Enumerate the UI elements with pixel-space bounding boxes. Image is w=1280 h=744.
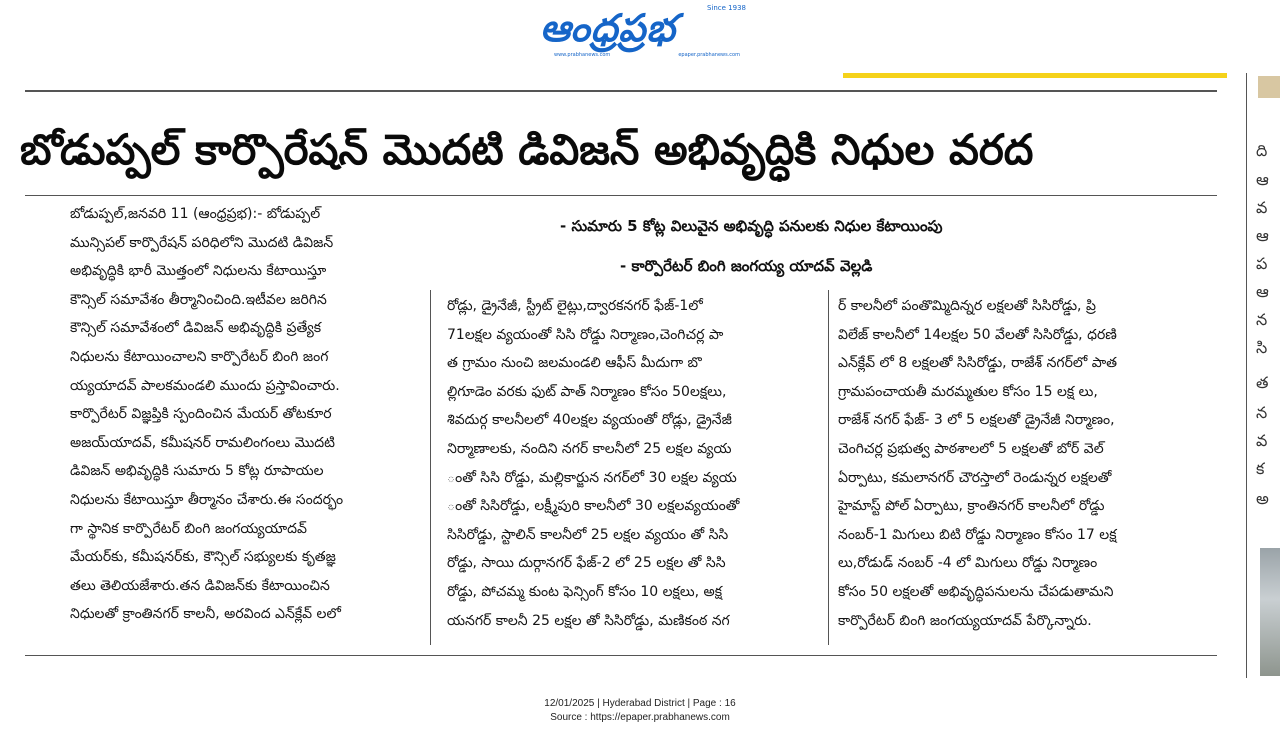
- headline: బోడుప్పల్ కార్పొరేషన్ మొదటి డివిజన్ అభివృద్ధికి నిధుల వరద: [20, 125, 1034, 174]
- strip-glyph: అ: [1256, 489, 1269, 508]
- col2-line: రోడ్డు, పోచమ్మ కుంట ఫెన్సింగ్ కోసం 10 లక్షలు, అక్ష: [447, 583, 723, 600]
- column-divider-2: [828, 290, 829, 645]
- article-column-2: [447, 292, 822, 635]
- strip-glyph: న: [1256, 310, 1268, 329]
- col2-line: యనగర్ కాలనీ 25 లక్షల తో సిసిరోడ్డు, మణికంఠ నగ: [447, 612, 730, 629]
- col3-line: ర్ కాలనీలో పంతొమ్మిదిన్నర లక్షలతో సిసిరోడ్డు, ప్రి: [838, 298, 1096, 314]
- newspaper-logo: [540, 6, 750, 58]
- strip-glyph: ఆ: [1256, 170, 1269, 189]
- accent-bar: [843, 73, 1227, 78]
- col1-line: అజయ్‌యాదవ్, కమీషనర్ రామలింగంలు మొదటి: [70, 434, 335, 451]
- col1-line: అభివృద్ధికి భారీ మొత్తంలో నిధులను కేటాయిస్తూ: [70, 263, 327, 280]
- col2-line: ంతో సిసి రోడ్డు, మల్లికార్జున నగర్‌లో 30 లక్షల వ్యయ: [447, 469, 737, 486]
- footer-source: Source : https://epaper.prabhanews.com: [550, 712, 730, 723]
- col1-line: గా స్థానిక కార్పొరేటర్ బింగి జంగయ్యయాదవ్: [70, 520, 307, 537]
- col1-line: కౌన్సిల్ సమావేశంలో డివిజన్ అభివృద్ధికి ప్రత్యేక: [70, 320, 322, 337]
- col1-line: డివిజన్ అభివృద్ధికి సుమారు 5 కోట్ల రూపాయల: [70, 463, 324, 480]
- column-divider-1: [430, 290, 431, 645]
- strip-glyph: న: [1256, 403, 1268, 422]
- logo-sub-left: www.prabhanews.com: [554, 52, 611, 58]
- col3-line: రాజేశ్ నగర్ ఫేజ్- 3 లో 5 లక్షలతో డ్రైనేజీ నిర్మాణం,: [838, 412, 1115, 429]
- col2-line: శివదుర్గ కాలనీలలో 40లక్షల వ్యయంతో రోడ్లు, డ్రైనేజీ: [447, 412, 732, 429]
- col1-line: నిధులను కేటాయించాలని కార్పొరేటర్ బింగి జంగ: [70, 348, 329, 365]
- col2-line: ల్లిగూడెం వరకు ఫుట్ పాత్ నిర్మాణం కోసం 50లక్షలు,: [447, 383, 727, 400]
- top-rule: [25, 90, 1217, 92]
- col3-line: విలేజ్ కాలనీలో 14లక్షల 50 వేలతో సిసిరోడ్డు, ధరణి: [838, 326, 1117, 343]
- col3-line: నంబర్-1 మిగులు బిటి రోడ్డు నిర్మాణం కోసం 17 లక్ష: [838, 526, 1117, 543]
- strip-edge: [1246, 73, 1247, 678]
- col2-line: రోడ్లు, డ్రైనేజీ, స్ట్రీట్ లైట్లు,ద్వారకనగర్ ఫేజ్-1లో: [447, 298, 703, 314]
- col3-line: ఏర్పాటు, కమలానగర్ చౌరస్తాలో రెండున్నర లక్షలతో: [838, 469, 1112, 486]
- strip-glyph: వ: [1256, 431, 1268, 450]
- logo-text: ఆంధ్రప్రభ: [540, 6, 676, 50]
- col3-line: ఎన్‌క్లేవ్ లో 8 లక్షలతో సిసిరోడ్డు, రాజేశ్ నగర్‌లో పాత: [838, 355, 1118, 372]
- col1-line: కార్పొరేటర్ విజ్ఞప్తికి స్పందించిన మేయర్ తోటకూర: [70, 406, 332, 423]
- col2-line: సిసిరోడ్డు, స్టాలిన్ కాలనీలో 25 లక్షల వ్యయం తో సిసి: [447, 526, 729, 543]
- col1-line: మున్సిపల్ కార్పొరేషన్ పరిధిలోని మొదటి డివిజన్: [70, 234, 334, 251]
- bottom-rule: [25, 655, 1217, 656]
- col3-line: గ్రామపంచాయతీ మరమ్మతుల కోసం 15 లక్ష లు,: [838, 383, 1098, 400]
- col1-line: య్యయాదవ్ పాలకమండలి ముందు ప్రస్తావించారు.: [70, 377, 340, 394]
- col1-line: తలు తెలియజేశారు.తన డివిజన్‌కు కేటాయించిన: [70, 577, 330, 594]
- strip-glyph: త: [1256, 373, 1269, 392]
- col1-line: కౌన్సిల్ సమావేశం తీర్మానించింది.ఇటీవల జరిగిన: [70, 291, 327, 308]
- col3-line: కార్పొరేటర్ బింగి జంగయ్యయాదవ్ పేర్కొన్నారు.: [838, 612, 1092, 629]
- strip-glyph: ప: [1256, 254, 1268, 273]
- col2-line: ంతో సిసిరోడ్డు, లక్ష్మీపురి కాలనీలో 30 లక్షలవ్యయంతో: [447, 498, 740, 515]
- subhead-1: - సుమారు 5 కోట్ల విలువైన అభివృద్ధి పనులకు నిధుల కేటాయింపు: [560, 217, 943, 235]
- headline-rule: [25, 195, 1217, 196]
- col1-line: నిధులను కేటాయిస్తూ తీర్మానం చేశారు.ఈ సందర్భం: [70, 491, 344, 508]
- strip-glyph: ది: [1256, 141, 1268, 160]
- logo-since: Since 1938: [706, 4, 746, 12]
- col2-line: నిర్మాణాలకు, నందిని నగర్ కాలనీలో 25 లక్షల వ్యయ: [447, 440, 732, 457]
- strip-glyph: వ: [1256, 198, 1268, 217]
- col3-line: చెంగిచర్ల ప్రభుత్వ పాఠశాలలో 5 లక్షలతో బోర్ వెల్: [838, 440, 1104, 457]
- footer-date-page: 12/01/2025 | Hyderabad District | Page : 16: [544, 698, 736, 709]
- strip-glyph: ఆ: [1256, 282, 1269, 301]
- col1-line: బోడుప్పల్,జనవరి 11 (ఆంధ్రప్రభ):- బోడుప్పల్: [70, 206, 321, 222]
- col3-line: లు,రోడుడ్ నంబర్ -4 లో మిగులు రోడ్డు నిర్మాణం: [838, 555, 1098, 572]
- strip-glyph: సి: [1256, 338, 1268, 357]
- article-column-1: [70, 200, 405, 629]
- strip-glyph: ఆ: [1256, 226, 1269, 245]
- col2-line: 71లక్షల వ్యయంతో సిసి రోడ్డు నిర్మాణం,చెంగిచర్ల పా: [447, 326, 724, 343]
- col2-line: త గ్రామం నుంచి జలమండలి ఆఫీస్ మీదుగా బొ: [447, 355, 702, 372]
- logo-sub-right: epaper.prabhanews.com: [678, 52, 740, 58]
- subhead-2: - కార్పొరేటర్ బింగి జంగయ్య యాదవ్ వెల్లడి: [620, 257, 873, 275]
- col2-line: రోడ్డు, సాయి దుర్గానగర్ ఫేజ్-2 లో 25 లక్షల తో సిసి: [447, 555, 726, 572]
- strip-glyph: క: [1256, 459, 1265, 478]
- col1-line: నిధులతో క్రాంతినగర్ కాలనీ, అరవింద ఎన్‌క్లేవ్ లలో: [70, 606, 341, 623]
- article-column-3: [838, 292, 1215, 635]
- neighbor-photo-bottom: [1260, 548, 1280, 676]
- col1-line: మేయర్‌కు, కమీషనర్‌కు, కౌన్సిల్ సభ్యులకు కృతజ్ఞ: [70, 549, 336, 566]
- col3-line: హైమాస్ట్ పోల్ ఏర్పాటు, క్రాంతినగర్ కాలనీలో రోడ్డు: [838, 498, 1105, 515]
- col3-line: కోసం 50 లక్షలతో అభివృద్ధిపనులను చేపడుతామని: [838, 583, 1114, 600]
